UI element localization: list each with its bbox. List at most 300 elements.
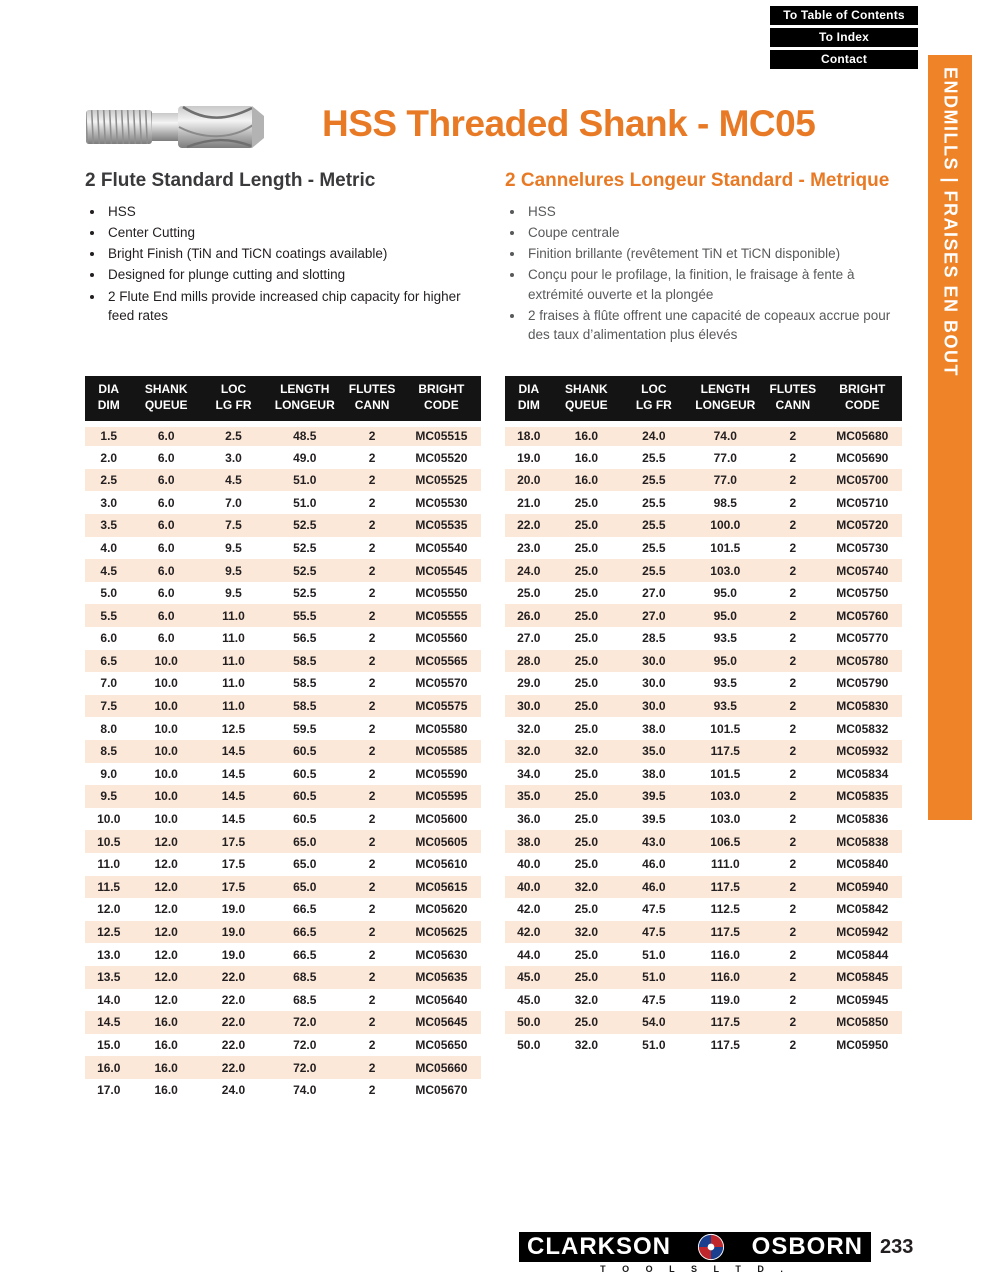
table-cell: 6.0 <box>157 429 175 444</box>
bullet-item: • Conçu pour le profilage, la finition, le fraisage à fente à extrémité ouverte et la plongée <box>525 265 910 303</box>
table-cell: 2 <box>789 834 797 849</box>
table-cell: 2 <box>789 563 797 578</box>
table-cell: 2 <box>789 676 797 691</box>
table-cell: 12.0 <box>97 902 121 917</box>
table-cell: 2 <box>368 631 376 646</box>
header-row <box>85 376 481 424</box>
table-cell: 25.0 <box>574 947 599 962</box>
intro-heading-french: 2 Cannelures Longeur Standard - Metrique <box>505 170 890 191</box>
table-cell: 20.0 <box>517 473 541 488</box>
table-cell: 2.5 <box>225 429 242 444</box>
table-cell: 16.0 <box>154 1015 178 1030</box>
table-cell: 25.0 <box>574 970 599 985</box>
table-cell: 10.0 <box>154 653 178 668</box>
table-cell: 9.5 <box>225 540 242 555</box>
table-cell: MC05575 <box>415 699 468 714</box>
table-cell: 35.0 <box>517 789 541 804</box>
table-cell: MC05560 <box>415 631 468 646</box>
section-tab-label: ENDMILLS | FRAISES EN BOUT <box>940 67 961 378</box>
table-cell: 26.0 <box>517 608 541 623</box>
table-cell: MC05770 <box>836 631 889 646</box>
table-cell: 30.0 <box>642 699 666 714</box>
table-cell: 32.0 <box>574 992 599 1007</box>
table-cell: 51.0 <box>642 947 666 962</box>
table-cell: 51.0 <box>642 1037 666 1052</box>
table-cell: 25.0 <box>574 699 599 714</box>
table-cell: 25.0 <box>574 540 599 555</box>
spec-table-left <box>85 376 481 1101</box>
column-header: LENGTH LONGEUR <box>267 376 342 424</box>
table-cell: 24.0 <box>221 1083 246 1098</box>
table-cell: 16.0 <box>154 1037 178 1052</box>
table-cell: 2 <box>368 586 376 601</box>
table-cell: 59.5 <box>293 721 317 736</box>
table-cell: 14.5 <box>221 812 246 827</box>
table-row <box>505 604 902 627</box>
table-cell: 16.0 <box>574 429 599 444</box>
table-cell: 12.0 <box>154 857 178 872</box>
table-cell: 10.0 <box>154 676 178 691</box>
table-row <box>505 695 902 718</box>
table-row <box>85 582 481 605</box>
table-cell: 16.0 <box>574 450 599 465</box>
table-cell: 2 <box>789 631 797 646</box>
table-row <box>505 491 902 514</box>
table-cell: 2 <box>368 744 376 759</box>
table-row <box>85 469 481 492</box>
table-cell: 2 <box>368 1037 376 1052</box>
table-row <box>85 740 481 763</box>
endmill-photo <box>84 96 266 163</box>
table-cell: 2 <box>789 812 797 827</box>
table-row <box>85 514 481 537</box>
table-cell: 3.0 <box>100 495 118 510</box>
table-cell: 29.0 <box>517 676 541 691</box>
table-row <box>85 1056 481 1079</box>
column-header: LENGTH LONGEUR <box>688 376 763 424</box>
quick-nav <box>770 6 918 72</box>
table-cell: 2 <box>789 1015 797 1030</box>
table-cell: 2 <box>368 676 376 691</box>
table-cell: 25.0 <box>574 812 599 827</box>
table-cell: 2 <box>789 970 797 985</box>
table-row <box>85 627 481 650</box>
table-cell: 25.0 <box>517 586 541 601</box>
table-cell: 6.0 <box>157 518 175 533</box>
table-cell: 38.0 <box>517 834 541 849</box>
table-cell: 117.5 <box>710 925 740 940</box>
table-row <box>505 582 902 605</box>
bullet-item: • HSS <box>105 202 485 221</box>
table-row <box>505 966 902 989</box>
table-cell: MC05570 <box>415 676 468 691</box>
table-cell: MC05635 <box>415 970 468 985</box>
table-cell: 93.5 <box>713 676 737 691</box>
table-cell: 16.0 <box>154 1060 178 1075</box>
table-cell: 17.0 <box>97 1083 121 1098</box>
table-cell: 10.0 <box>97 812 121 827</box>
table-cell: MC05780 <box>836 653 889 668</box>
column-header: SHANK QUEUE <box>133 376 200 424</box>
to-index-button[interactable]: To Index <box>770 28 918 47</box>
table-cell: 25.0 <box>574 834 599 849</box>
brand-logo <box>519 1232 871 1262</box>
table-cell: 19.0 <box>221 947 246 962</box>
table-cell: 12.5 <box>97 925 121 940</box>
table-cell: 10.0 <box>154 744 178 759</box>
table-cell: 116.0 <box>710 970 740 985</box>
table-cell: 25.5 <box>642 563 666 578</box>
table-row <box>505 898 902 921</box>
table-cell: 14.5 <box>221 789 246 804</box>
table-cell: 9.5 <box>100 789 118 804</box>
table-cell: MC05750 <box>836 586 889 601</box>
table-cell: 32.0 <box>517 721 541 736</box>
table-cell: 25.0 <box>574 902 599 917</box>
table-cell: 39.5 <box>642 789 666 804</box>
table-cell: 22.0 <box>221 970 246 985</box>
table-row <box>505 740 902 763</box>
table-cell: 5.0 <box>100 586 118 601</box>
table-cell: 74.0 <box>293 1083 317 1098</box>
table-cell: 10.0 <box>154 699 178 714</box>
table-cell: MC05585 <box>415 744 468 759</box>
table-cell: 2 <box>368 970 376 985</box>
table-cell: 27.0 <box>642 586 666 601</box>
column-header: BRIGHT CODE <box>402 376 481 424</box>
table-cell: 16.0 <box>574 473 599 488</box>
table-cell: 30.0 <box>642 653 666 668</box>
table-cell: 25.0 <box>574 766 599 781</box>
column-header: DIA DIM <box>505 376 553 424</box>
table-cell: 46.0 <box>642 857 666 872</box>
table-cell: 2 <box>368 429 376 444</box>
column-header: FLUTES CANN <box>342 376 401 424</box>
table-cell: 103.0 <box>710 563 741 578</box>
table-row <box>505 830 902 853</box>
column-header: LOC LG FR <box>200 376 267 424</box>
table-cell: 2 <box>368 540 376 555</box>
table-cell: 17.5 <box>221 879 246 894</box>
table-cell: 25.0 <box>574 653 599 668</box>
table-cell: MC05670 <box>415 1083 468 1098</box>
table-cell: 95.0 <box>713 586 737 601</box>
table-cell: 60.5 <box>293 766 317 781</box>
table-row <box>85 1079 481 1102</box>
table-cell: MC05595 <box>415 789 468 804</box>
table-cell: 25.0 <box>574 676 599 691</box>
table-cell: MC05842 <box>836 902 889 917</box>
table-cell: 58.5 <box>293 676 317 691</box>
table-cell: 112.5 <box>710 902 740 917</box>
table-cell: MC05625 <box>415 925 468 940</box>
table-cell: 65.0 <box>293 834 317 849</box>
brand-pinwheel-icon <box>697 1233 725 1261</box>
table-cell: 48.5 <box>293 429 317 444</box>
table-cell: 72.0 <box>293 1060 317 1075</box>
table-cell: 2 <box>368 1015 376 1030</box>
table-cell: 14.5 <box>221 744 246 759</box>
table-cell: 68.5 <box>293 970 317 985</box>
table-cell: 65.0 <box>293 879 317 894</box>
table-cell: 2 <box>789 789 797 804</box>
table-cell: 25.0 <box>574 789 599 804</box>
table-cell: 10.0 <box>154 766 178 781</box>
table-cell: MC05540 <box>415 540 468 555</box>
table-cell: MC05630 <box>415 947 468 962</box>
table-cell: 50.0 <box>517 1037 541 1052</box>
table-cell: 51.0 <box>642 970 666 985</box>
table-cell: 2 <box>789 857 797 872</box>
table-cell: MC05850 <box>836 1015 889 1030</box>
column-header: SHANK QUEUE <box>553 376 620 424</box>
table-cell: 19.0 <box>517 450 541 465</box>
table-cell: 2 <box>368 766 376 781</box>
table-cell: 2.0 <box>100 450 118 465</box>
brand-subtitle: T O O L S L T D . <box>600 1264 790 1274</box>
table-cell: 22.0 <box>221 1037 246 1052</box>
table-cell: 77.0 <box>713 450 737 465</box>
table-cell: 2 <box>789 721 797 736</box>
table-cell: 11.0 <box>222 699 245 714</box>
table-cell: 14.5 <box>97 1015 121 1030</box>
table-cell: 11.5 <box>97 879 121 894</box>
table-cell: 10.5 <box>97 834 121 849</box>
table-cell: 9.5 <box>225 586 242 601</box>
table-cell: 2 <box>789 744 797 759</box>
table-cell: MC05660 <box>415 1060 468 1075</box>
table-cell: 30.0 <box>517 699 541 714</box>
table-row <box>85 491 481 514</box>
table-cell: 60.5 <box>293 744 317 759</box>
table-cell: 54.0 <box>642 1015 666 1030</box>
table-cell: 35.0 <box>642 744 666 759</box>
table-cell: 119.0 <box>710 992 740 1007</box>
table-cell: 10.0 <box>154 789 178 804</box>
table-cell: 43.0 <box>642 834 666 849</box>
table-row <box>505 424 902 447</box>
table-row <box>85 604 481 627</box>
table-cell: 12.0 <box>154 925 178 940</box>
table-row <box>505 943 902 966</box>
table-cell: 111.0 <box>710 857 740 872</box>
table-cell: MC05690 <box>836 450 889 465</box>
table-cell: 24.0 <box>517 563 541 578</box>
table-cell: 12.0 <box>154 947 178 962</box>
bullet-item: • 2 fraises à flûte offrent une capacité de copeaux accrue pour des taux d’alimentation plus élevés <box>525 306 910 344</box>
spec-table <box>85 376 481 1101</box>
table-cell: 14.0 <box>97 992 121 1007</box>
column-header: DIA DIM <box>85 376 133 424</box>
table-cell: 32.0 <box>574 1037 599 1052</box>
table-cell: 6.0 <box>157 563 175 578</box>
table-cell: 2 <box>789 429 797 444</box>
table-cell: MC05525 <box>415 473 468 488</box>
table-cell: 22.0 <box>221 1060 246 1075</box>
table-cell: 6.0 <box>157 540 175 555</box>
bullet-item: • Coupe centrale <box>525 223 910 242</box>
table-row <box>505 808 902 831</box>
table-cell: MC05700 <box>836 473 889 488</box>
table-cell: MC05945 <box>836 992 889 1007</box>
spec-table-right <box>505 376 902 1056</box>
table-cell: 40.0 <box>517 857 541 872</box>
table-cell: 2 <box>368 563 376 578</box>
table-cell: MC05845 <box>836 970 889 985</box>
bullet-item: • HSS <box>525 202 910 221</box>
table-cell: MC05645 <box>415 1015 468 1030</box>
table-cell: 25.5 <box>642 473 666 488</box>
table-row <box>505 537 902 560</box>
table-cell: 32.0 <box>574 925 599 940</box>
table-cell: 74.0 <box>713 429 737 444</box>
table-row <box>85 853 481 876</box>
table-row <box>85 830 481 853</box>
table-cell: 52.5 <box>293 540 317 555</box>
table-cell: 116.0 <box>710 947 740 962</box>
table-row <box>85 876 481 899</box>
table-cell: 11.0 <box>222 676 245 691</box>
table-row <box>85 785 481 808</box>
table-cell: 2 <box>368 608 376 623</box>
table-cell: 2 <box>368 925 376 940</box>
table-cell: MC05932 <box>836 744 889 759</box>
table-row <box>505 514 902 537</box>
table-cell: MC05840 <box>836 857 889 872</box>
table-cell: MC05680 <box>836 429 889 444</box>
table-cell: 117.5 <box>710 1015 740 1030</box>
table-cell: 66.5 <box>293 902 317 917</box>
table-cell: 25.0 <box>574 608 599 623</box>
table-cell: 25.5 <box>642 450 666 465</box>
table-cell: 2 <box>368 879 376 894</box>
table-cell: MC05565 <box>415 653 468 668</box>
table-cell: 22.0 <box>221 992 246 1007</box>
table-cell: 39.5 <box>642 812 666 827</box>
table-cell: 32.0 <box>574 879 599 894</box>
table-row <box>505 717 902 740</box>
table-cell: 58.5 <box>293 699 317 714</box>
table-cell: 47.5 <box>642 992 666 1007</box>
table-cell: 12.0 <box>154 834 178 849</box>
table-cell: MC05640 <box>415 992 468 1007</box>
column-header: LOC LG FR <box>620 376 687 424</box>
table-cell: 98.5 <box>713 495 737 510</box>
table-row <box>85 446 481 469</box>
table-cell: 6.0 <box>157 450 175 465</box>
table-cell: 5.5 <box>100 608 118 623</box>
table-cell: MC05555 <box>415 608 468 623</box>
table-cell: MC05550 <box>415 586 468 601</box>
table-cell: 2 <box>789 902 797 917</box>
table-cell: 3.0 <box>225 450 242 465</box>
table-cell: MC05530 <box>415 495 468 510</box>
table-cell: 25.5 <box>642 495 666 510</box>
table-row <box>505 785 902 808</box>
to-table-of-contents-button[interactable]: To Table of Contents <box>770 6 918 25</box>
table-cell: 6.0 <box>157 608 175 623</box>
table-cell: 47.5 <box>642 925 666 940</box>
table-cell: 14.5 <box>221 766 246 781</box>
table-cell: MC05844 <box>836 947 889 962</box>
table-cell: 12.0 <box>154 970 178 985</box>
table-cell: 22.0 <box>517 518 541 533</box>
table-cell: 11.0 <box>222 608 245 623</box>
column-header: FLUTES CANN <box>763 376 823 424</box>
table-cell: 12.5 <box>221 721 246 736</box>
table-cell: 72.0 <box>293 1015 317 1030</box>
table-row <box>85 989 481 1012</box>
table-cell: 11.0 <box>222 653 245 668</box>
table-cell: 25.0 <box>574 857 599 872</box>
table-cell: MC05520 <box>415 450 468 465</box>
table-cell: 2 <box>368 992 376 1007</box>
table-cell: 2 <box>368 450 376 465</box>
table-cell: 2 <box>368 902 376 917</box>
table-cell: 45.0 <box>517 992 541 1007</box>
table-cell: 56.5 <box>293 631 317 646</box>
table-cell: 2 <box>789 540 797 555</box>
table-cell: 25.0 <box>574 631 599 646</box>
table-cell: 40.0 <box>517 879 541 894</box>
table-row <box>85 943 481 966</box>
table-cell: 2.5 <box>100 473 118 488</box>
intro-english <box>85 170 485 327</box>
table-cell: MC05650 <box>415 1037 468 1052</box>
table-cell: 60.5 <box>293 789 317 804</box>
table-cell: 7.0 <box>225 495 242 510</box>
table-row <box>505 627 902 650</box>
table-cell: 44.0 <box>517 947 541 962</box>
table-cell: 12.0 <box>154 879 178 894</box>
table-cell: 66.5 <box>293 925 317 940</box>
section-tab <box>928 55 972 820</box>
table-cell: 25.5 <box>642 540 666 555</box>
table-cell: 46.0 <box>642 879 666 894</box>
table-cell: MC05740 <box>836 563 889 578</box>
table-cell: 2 <box>368 812 376 827</box>
table-cell: MC05790 <box>836 676 889 691</box>
table-cell: 101.5 <box>710 766 741 781</box>
table-cell: 2 <box>789 586 797 601</box>
table-cell: 95.0 <box>713 608 737 623</box>
table-header-row <box>505 376 902 424</box>
table-cell: 2 <box>368 1060 376 1075</box>
table-cell: MC05620 <box>415 902 468 917</box>
endmill-illustration <box>84 96 266 158</box>
table-cell: 2 <box>368 947 376 962</box>
contact-button[interactable]: Contact <box>770 50 918 69</box>
table-row <box>505 469 902 492</box>
table-body <box>85 424 481 1102</box>
table-cell: 7.0 <box>100 676 118 691</box>
table-cell: 58.5 <box>293 653 317 668</box>
table-cell: 52.5 <box>293 518 317 533</box>
table-cell: 16.0 <box>97 1060 121 1075</box>
table-cell: 12.0 <box>154 992 178 1007</box>
table-cell: MC05600 <box>415 812 468 827</box>
table-header-row <box>85 376 481 424</box>
table-cell: 17.5 <box>221 834 246 849</box>
table-cell: 9.0 <box>100 766 118 781</box>
table-cell: 68.5 <box>293 992 317 1007</box>
table-cell: 2 <box>789 518 797 533</box>
table-cell: 27.0 <box>517 631 541 646</box>
table-cell: 6.0 <box>157 495 175 510</box>
table-row <box>505 1011 902 1034</box>
table-cell: MC05710 <box>836 495 889 510</box>
table-cell: 2 <box>368 473 376 488</box>
